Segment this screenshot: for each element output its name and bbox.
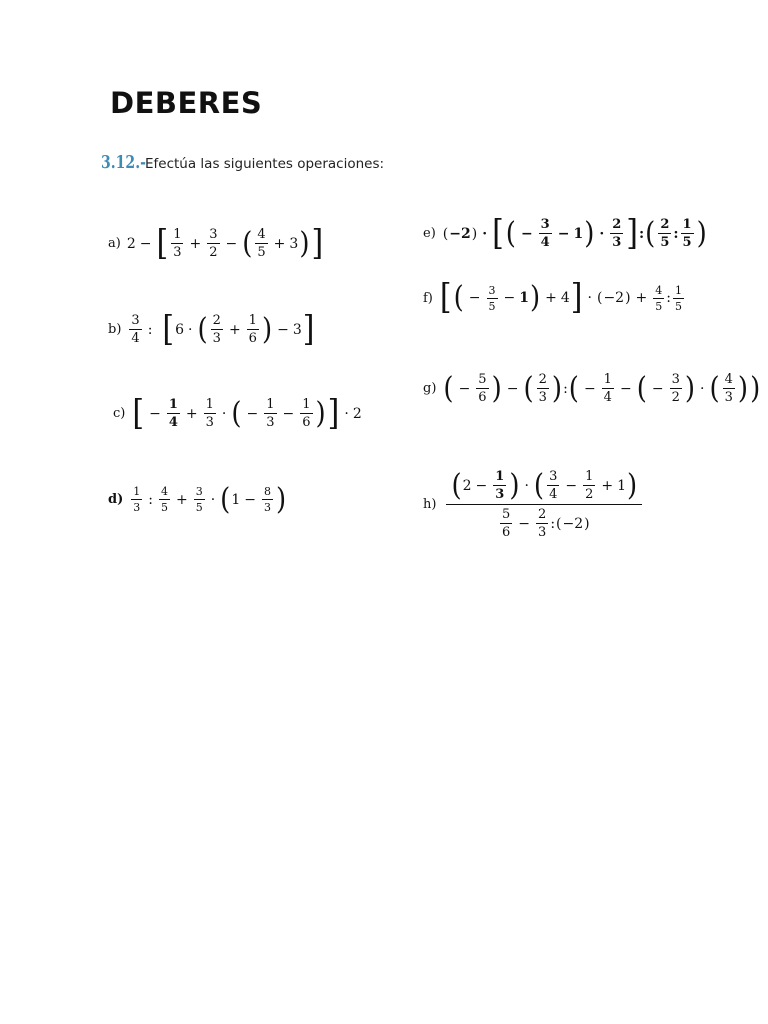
exercise-heading	[101, 152, 384, 173]
exercise-label: e)	[423, 226, 436, 241]
exercise-d: d) $\frac{1}{3}$ : $\frac{4}{5}$ + $\frac{3}{5}$ · ( 1 − $\frac{8}{3}$ )	[108, 482, 287, 517]
exercise-f: f) [ ( − $\frac{3}{5}$ − 1 ) + 4 ] · ( −2 ) + $\frac{4}{5}$ : $\frac{1}{5}$	[423, 277, 682, 318]
exercise-h	[423, 470, 642, 539]
page-title: DEBERES	[110, 86, 263, 120]
exercise-label: g)	[423, 381, 437, 396]
exercise-label: c)	[113, 406, 126, 421]
exercise-e: e) ( −2 ) · [ ( − $\frac{3}{4}$ − 1 ) · $\frac{2}{3}$ ] : ( $\frac{2}{5}$ : $\frac{1}{5}$ )	[423, 212, 707, 254]
exercise-a: a) 2 − [ $\frac{1}{3}$ + $\frac{3}{2}$ − ( $\frac{4}{5}$ + 3 ) ]	[108, 222, 324, 264]
complex-fraction: ( 2 − $\frac{1}{3}$ ) · ( $\frac{3}{4}$ − $\frac{1}{2}$ + 1 ) $\frac{5}{6}$ − $\frac{2}{3}$ : ( −2 )	[446, 470, 642, 539]
exercise-label: d)	[108, 492, 124, 507]
exercise-label: f)	[423, 290, 433, 306]
exercise-g: g) ( − $\frac{5}{6}$ ) − ( $\frac{2}{3}$ ) : ( − $\frac{1}{4}$ − ( − $\frac{3}{2}$ ) · ( $\frac{4}{3}$ ) )	[423, 371, 761, 406]
exercise-b: b) $\frac{3}{4}$ : [ 6 · ( $\frac{2}{3}$ + $\frac{1}{6}$ ) − 3 ]	[108, 308, 315, 350]
exercise-label: b)	[108, 322, 122, 337]
exercise-instruction: Efectúa las siguientes operaciones:	[145, 156, 385, 172]
exercise-c: c) [ − $\frac{1}{4}$ + $\frac{1}{3}$ · ( − $\frac{1}{3}$ − $\frac{1}{6}$ ) ] · 2	[113, 392, 362, 434]
exercise-label: h)	[423, 497, 437, 512]
exercise-number: 3.12.-	[101, 152, 146, 173]
exercise-label: a)	[108, 236, 121, 251]
